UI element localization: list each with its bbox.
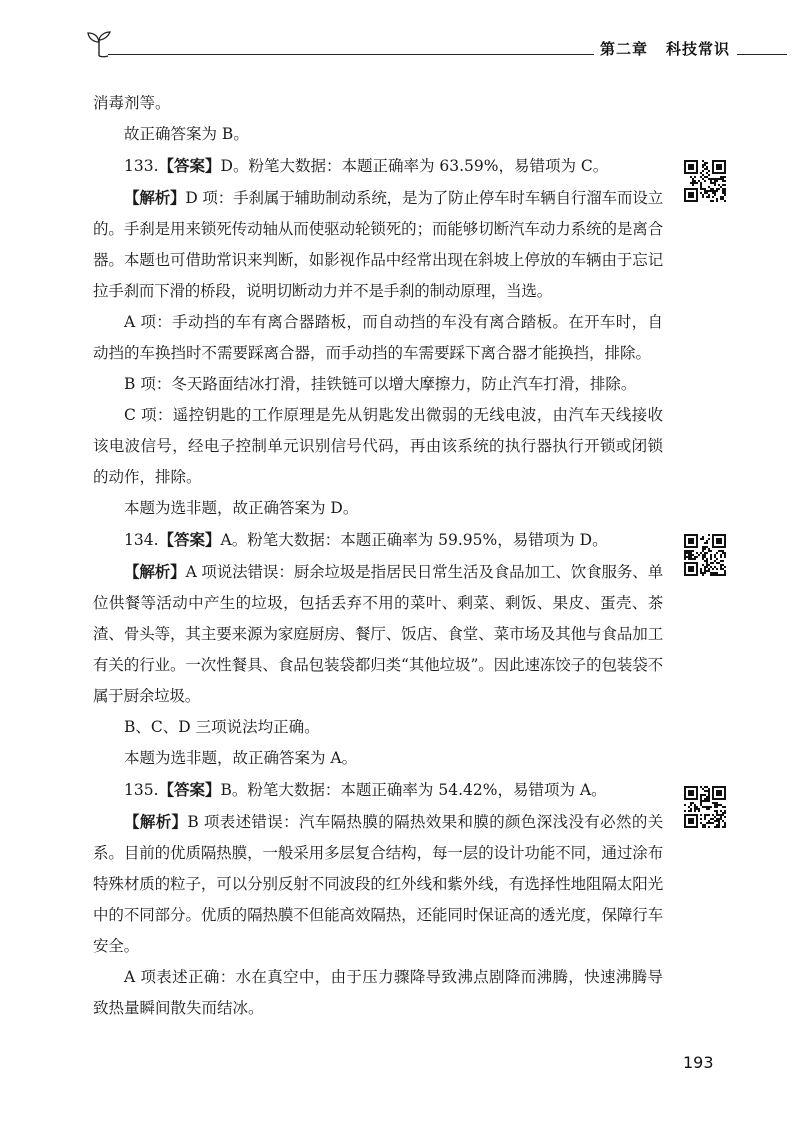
qr-code-pattern: [684, 534, 726, 576]
qr-code-pattern: [684, 786, 726, 828]
paragraph: C 项：遥控钥匙的工作原理是先从钥匙发出微弱的无线电波，由汽车天线接收该电波信号，经电子控制单元识别信号代码，再由该系统的执行器执行开锁或闭锁的动作，排除。: [93, 406, 663, 486]
explanation-tag: 【解析】: [124, 562, 186, 581]
chapter-number: 第二章: [600, 40, 649, 58]
paragraph: 本题为选非题，故正确答案为 A。: [124, 749, 358, 767]
qr-code-icon[interactable]: [684, 160, 726, 202]
question-number: 135.: [124, 781, 159, 799]
chapter-name: 科技常识: [666, 40, 731, 58]
paragraph: 故正确答案为 B。: [124, 125, 249, 143]
explanation-text: B 项表述错误：汽车隔热膜的隔热效果和膜的颜色深浅没有必然的关系。目前的优质隔热膜，一般采用多层复合结构，每一层的设计功能不同，通过涂布特殊材质的粒子，可以分别反射不同波段的红外线和紫外线，有选择性地阻隔太阳光中的不同部分。优质的隔热膜不但能高效隔热，还能同时保证高的透光度，保障行车安全。: [93, 813, 663, 955]
paragraph: 本题为选非题，故正确答案为 D。: [124, 499, 359, 517]
qr-code-icon[interactable]: [684, 534, 726, 576]
answer-tag: 【答案】: [158, 156, 221, 175]
answer-tag: 【答案】: [158, 530, 221, 549]
paragraph: B 项：冬天路面结冰打滑，挂铁链可以增大摩擦力，防止汽车打滑，排除。: [124, 375, 637, 393]
header-rule-right: [737, 54, 787, 55]
answer-line-134: [93, 524, 663, 556]
explanation-135: [93, 806, 663, 962]
paragraph: 消毒剂等。: [93, 94, 171, 112]
qr-code-icon[interactable]: [684, 786, 726, 828]
explanation-134: [93, 556, 663, 712]
question-number: 133.: [124, 157, 159, 175]
page-header: [0, 0, 800, 70]
page-body: [93, 88, 663, 1024]
answer-tag: 【答案】: [158, 780, 221, 799]
answer-text: B。粉笔大数据：本题正确率为 54.42%，易错项为 A。: [220, 781, 607, 799]
explanation-tag: 【解析】: [124, 188, 186, 207]
paragraph: B、C、D 三项说法均正确。: [124, 718, 320, 736]
explanation-133: [93, 182, 663, 307]
explanation-tag: 【解析】: [124, 812, 188, 831]
paragraph: A 项：手动挡的车有离合器踏板，而自动挡的车没有离合踏板。在开车时，自动挡的车换挡时不需要踩离合器，而手动挡的车需要踩下离合器才能换挡，排除。: [93, 313, 663, 362]
explanation-text: A 项说法错误：厨余垃圾是指居民日常生活及食品加工、饮食服务、单位供餐等活动中产生的垃圾，包括丢弃不用的菜叶、剩菜、剩饭、果皮、蛋壳、茶渣、骨头等，其主要来源为家庭厨房、餐厅、饭店、食堂、菜市场及其他与食品加工有关的行业。一次性餐具、食品包装袋都归类“其他垃圾”。因此速冻饺子的包装袋不属于厨余垃圾。: [93, 563, 663, 705]
answer-text: A。粉笔大数据：本题正确率为 59.95%，易错项为 D。: [220, 531, 608, 549]
page-number: 193: [683, 1053, 714, 1072]
header-rule-left: [108, 54, 594, 55]
answer-text: D。粉笔大数据：本题正确率为 63.59%，易错项为 C。: [220, 157, 609, 175]
explanation-text: D 项：手刹属于辅助制动系统，是为了防止停车时车辆自行溜车而设立的。手刹是用来锁死传动轴从而使驱动轮锁死的；而能够切断汽车动力系统的是离合器。本题也可借助常识来判断，如影视作品中经常出现在斜坡上停放的车辆由于忘记拉手刹而下滑的桥段，说明切断动力并不是手刹的制动原理，当选。: [93, 189, 663, 300]
paragraph: A 项表述正确：水在真空中，由于压力骤降导致沸点剧降而沸腾，快速沸腾导致热量瞬间散失而结冰。: [93, 968, 663, 1017]
chapter-title: [600, 38, 730, 59]
answer-line-133: [93, 150, 663, 182]
answer-line-135: [93, 774, 663, 806]
qr-code-pattern: [684, 160, 726, 202]
question-number: 134.: [124, 531, 159, 549]
